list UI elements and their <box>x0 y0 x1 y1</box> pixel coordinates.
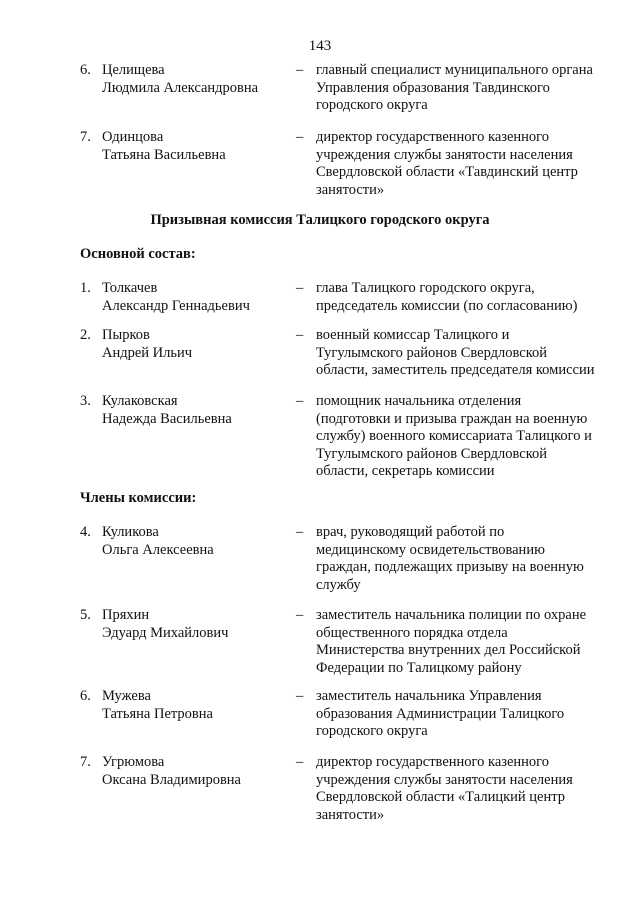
role-line: образования Администрации Талицкого <box>316 705 565 722</box>
given-names: Андрей Ильич <box>102 344 193 361</box>
surname: Целищева <box>102 62 165 78</box>
role-line: заместитель начальника полиции по охране <box>316 607 587 623</box>
item-number: 6. <box>80 688 91 704</box>
dash-separator: – <box>296 524 304 540</box>
member-name <box>102 393 282 428</box>
role-line: врач, руководящий работой по <box>316 524 505 540</box>
given-names: Эдуард Михайлович <box>102 624 229 641</box>
item-number: 1. <box>80 280 91 296</box>
item-number: 5. <box>80 607 91 623</box>
role-line: Свердловской области «Тавдинский центр <box>316 164 578 180</box>
item-number: 3. <box>80 393 91 409</box>
page-number: 143 <box>308 38 332 54</box>
member-role <box>316 688 612 741</box>
role-line: Федерации по Талицкому району <box>316 659 522 676</box>
role-line: заместитель начальника Управления <box>316 688 542 704</box>
commission-title: Призывная комиссия Талицкого городского округа <box>150 212 490 228</box>
item-number: 7. <box>80 754 91 770</box>
member-name <box>102 607 282 642</box>
role-line: главный специалист муниципального органа <box>316 62 593 78</box>
surname: Одинцова <box>102 129 164 145</box>
surname: Куликова <box>102 524 159 540</box>
role-line: помощник начальника отделения <box>316 393 522 409</box>
main-composition-heading: Основной состав: <box>80 246 196 262</box>
member-name <box>102 62 282 97</box>
dash-separator: – <box>296 607 304 623</box>
dash-separator: – <box>296 129 304 145</box>
surname: Кулаковская <box>102 393 178 409</box>
item-number: 2. <box>80 327 91 343</box>
role-line: Тугулымского районов Свердловской <box>316 445 548 462</box>
dash-separator: – <box>296 280 304 296</box>
member-role <box>316 607 612 677</box>
member-role <box>316 524 612 594</box>
surname: Толкачев <box>102 280 158 296</box>
given-names: Татьяна Васильевна <box>102 146 226 163</box>
given-names: Людмила Александровна <box>102 79 259 96</box>
role-line: председатель комиссии (по согласованию) <box>316 297 578 314</box>
dash-separator: – <box>296 393 304 409</box>
role-line: области, заместитель председателя комиссии <box>316 362 595 378</box>
member-name <box>102 688 282 723</box>
given-names: Татьяна Петровна <box>102 705 213 722</box>
member-name <box>102 280 282 315</box>
dash-separator: – <box>296 688 304 704</box>
member-name <box>102 129 282 164</box>
role-line: граждан, подлежащих призыву на военную <box>316 559 584 575</box>
member-role <box>316 62 612 115</box>
surname: Угрюмова <box>102 754 165 770</box>
member-role <box>316 754 612 824</box>
surname: Пряхин <box>102 607 150 623</box>
given-names: Оксана Владимировна <box>102 771 241 788</box>
member-role <box>316 393 612 481</box>
given-names: Надежда Васильевна <box>102 410 232 427</box>
member-name <box>102 327 282 362</box>
role-line: медицинскому освидетельствованию <box>316 541 545 558</box>
role-line: директор государственного казенного <box>316 129 550 145</box>
item-number: 4. <box>80 524 91 540</box>
role-line: (подготовки и призыва граждан на военную <box>316 410 588 427</box>
role-line: военный комиссар Талицкого и <box>316 327 510 343</box>
given-names: Ольга Алексеевна <box>102 541 214 558</box>
role-line: области, секретарь комиссии <box>316 463 495 479</box>
role-line: учреждения службы занятости населения <box>316 771 573 788</box>
member-role <box>316 327 612 380</box>
item-number: 7. <box>80 129 91 145</box>
role-line: службу <box>316 576 361 593</box>
dash-separator: – <box>296 327 304 343</box>
role-line: городского округа <box>316 97 428 113</box>
role-line: городского округа <box>316 723 428 739</box>
role-line: службу) военного комиссариата Талицкого и <box>316 428 592 444</box>
dash-separator: – <box>296 754 304 770</box>
member-role <box>316 280 612 315</box>
role-line: занятости» <box>316 181 385 198</box>
role-line: Тугулымского районов Свердловской <box>316 344 548 361</box>
surname: Мужева <box>102 688 151 704</box>
dash-separator: – <box>296 62 304 78</box>
role-line: занятости» <box>316 806 385 823</box>
role-line: учреждения службы занятости населения <box>316 146 573 163</box>
member-name <box>102 524 282 559</box>
role-line: глава Талицкого городского округа, <box>316 280 535 296</box>
given-names: Александр Геннадьевич <box>102 297 250 314</box>
role-line: Свердловской области «Талицкий центр <box>316 789 565 805</box>
members-heading: Члены комиссии: <box>80 490 197 506</box>
role-line: Управления образования Тавдинского <box>316 79 550 96</box>
role-line: общественного порядка отдела <box>316 624 508 641</box>
surname: Пырков <box>102 327 150 343</box>
role-line: Министерства внутренних дел Российской <box>316 642 581 658</box>
member-role <box>316 129 612 199</box>
role-line: директор государственного казенного <box>316 754 550 770</box>
item-number: 6. <box>80 62 91 78</box>
member-name <box>102 754 282 789</box>
